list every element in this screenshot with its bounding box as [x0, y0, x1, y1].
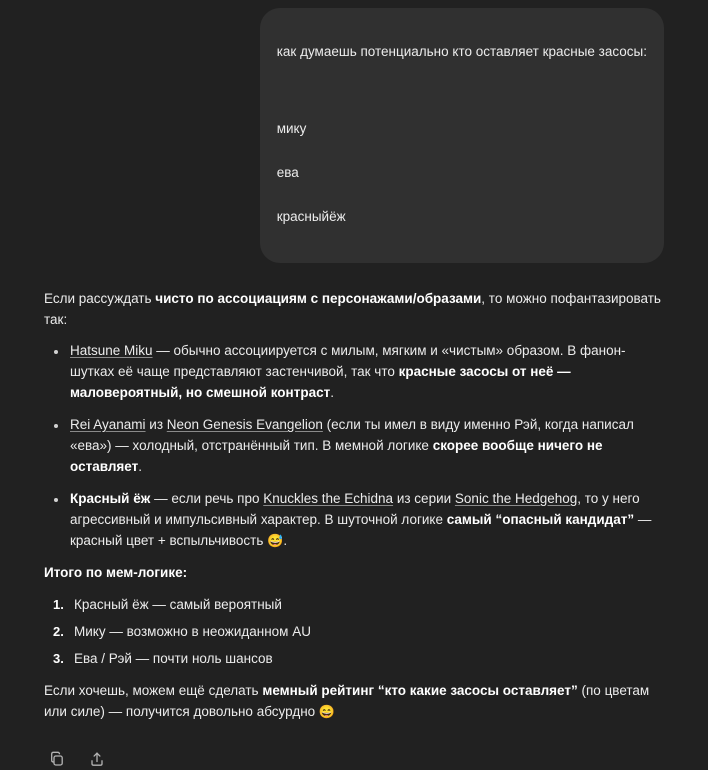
- list-item: [44, 649, 668, 670]
- message-action-bar: [0, 734, 708, 770]
- assistant-message: [0, 263, 708, 724]
- bullet-1-text-1: — обычно ассоциируется с милым, мягким и «чистым» образом. В фанон-шутках её чаще представляют застенчивой, так что: [70, 343, 626, 380]
- assistant-intro-paragraph: [44, 289, 668, 331]
- intro-text-pre: Если рассуждать: [44, 290, 156, 306]
- user-message-row: [0, 0, 708, 263]
- closing-text-pre: Если хочешь, можем ещё сделать: [44, 683, 263, 699]
- bullet-3-text-4: — красный цвет + вспыльчивость: [70, 511, 652, 548]
- ranked-item-1: Красный ёж — самый вероятный: [74, 596, 282, 612]
- user-message-gap: [277, 85, 647, 97]
- list-item: [44, 341, 668, 404]
- grin-emoji: 😄: [318, 704, 336, 720]
- assistant-ranked-list: [44, 595, 668, 670]
- user-message-item-1: мику: [276, 121, 307, 137]
- bullet-1-text-2: .: [330, 385, 334, 401]
- list-item: [44, 595, 668, 616]
- bullet-3-bold-1: самый “опасный кандидат”: [446, 511, 635, 527]
- bullet-2-text-2: (если ты имел в виду именно Рэй, когда написал «ева») — холодный, отстранённый тип. В мемной логике: [70, 417, 634, 454]
- bullet-3-text-2: из серии: [393, 490, 455, 506]
- user-message-item-3: красныйёж: [276, 208, 346, 224]
- closing-text-bold: мемный рейтинг “кто какие засосы оставляет”: [262, 683, 578, 699]
- assistant-bullet-list: [44, 341, 668, 551]
- share-icon[interactable]: [86, 748, 108, 770]
- link-rei-ayanami[interactable]: Rei Ayanami: [70, 417, 146, 433]
- user-message-prompt: как думаешь потенциально кто оставляет красные засосы:: [276, 43, 647, 59]
- link-sonic-the-hedgehog[interactable]: Sonic the Hedgehog: [454, 490, 578, 506]
- bullet-3-text-5: .: [283, 532, 288, 548]
- link-knuckles-the-echidna[interactable]: Knuckles the Echidna: [263, 490, 394, 506]
- copy-icon[interactable]: [46, 748, 68, 770]
- user-message-bubble[interactable]: [260, 8, 664, 263]
- summary-heading-text: Итого по мем-логике:: [44, 564, 188, 580]
- ranked-item-2: Мику — возможно в неожиданном AU: [74, 623, 311, 639]
- link-hatsune-miku[interactable]: Hatsune Miku: [70, 343, 153, 359]
- list-item: [44, 489, 668, 552]
- bullet-3-bold-lead: Красный ёж: [70, 490, 151, 506]
- sweat-smile-emoji: 😅: [267, 532, 284, 548]
- bullet-1-bold-1: красные засосы от неё — маловероятный, но смешной контраст: [70, 364, 571, 401]
- list-item: [44, 622, 668, 643]
- bullet-3-text-1: — если речь про: [150, 490, 264, 506]
- user-message-item-2: ева: [276, 165, 299, 181]
- intro-text-bold: чисто по ассоциациям с персонажами/образами: [155, 290, 482, 306]
- list-item: [44, 415, 668, 478]
- assistant-closing-paragraph: [44, 681, 668, 723]
- ranked-item-3: Ева / Рэй — почти ноль шансов: [74, 650, 273, 666]
- bullet-2-text-3: .: [138, 459, 142, 475]
- intro-text-post: , то можно пофантазировать так:: [44, 290, 661, 327]
- summary-heading: [44, 563, 668, 584]
- link-neon-genesis-evangelion[interactable]: Neon Genesis Evangelion: [166, 417, 323, 433]
- closing-text-post: (по цветам или силе) — получится довольно абсурдно: [44, 683, 650, 720]
- bullet-2-text-1: из: [145, 417, 167, 433]
- bullet-3-text-3: , то у него агрессивный и импульсивный характер. В шуточной логике: [70, 490, 640, 527]
- bullet-2-bold-1: скорее вообще ничего не оставляет: [70, 438, 603, 475]
